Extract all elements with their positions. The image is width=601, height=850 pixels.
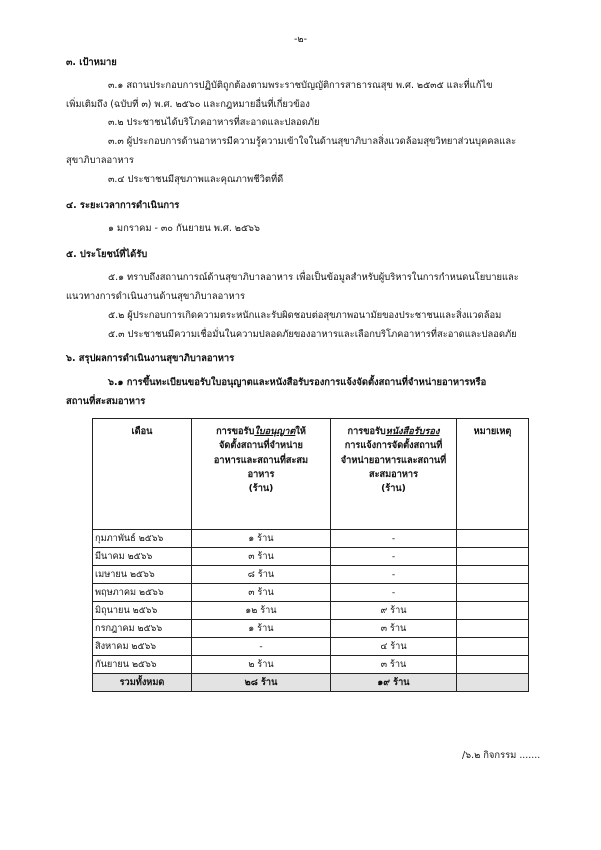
- header-month: เดือน: [93, 419, 192, 530]
- cell-license: ๑ ร้าน: [192, 620, 331, 638]
- cell-remark: [457, 566, 529, 584]
- cell-certificate: -: [331, 566, 457, 584]
- section-5-item-3: ๕.๓ ประชาชนมีความเชื่อมั่นในความปลอดภัยของอาหารและเลือกบริโภคอาหารที่สะอาดและปลอดภัย: [108, 329, 517, 340]
- total-remark: [457, 674, 529, 692]
- total-certificate: ๑๙ ร้าน: [331, 674, 457, 692]
- cell-certificate: -: [331, 584, 457, 602]
- cell-license: ๑๒ ร้าน: [192, 602, 331, 620]
- cell-certificate: -: [331, 548, 457, 566]
- table-total-row: [93, 674, 529, 692]
- section-3-item-4: ๓.๔ ประชาชนมีสุขภาพและคุณภาพชีวิตที่ดี: [108, 174, 284, 185]
- table-row: [93, 602, 529, 620]
- header-certificate: การขอรับหนังสือรับรอง การแจ้งการจัดตั้งสถานที่ จำหน่ายอาหารและสถานที่ สะสมอาหาร (ร้าน): [331, 419, 457, 530]
- section-3-item-2: ๓.๒ ประชาชนได้บริโภคอาหารที่สะอาดและปลอดภัย: [108, 117, 320, 128]
- section-5-item-2: ๕.๒ ผู้ประกอบการเกิดความตระหนักและรับผิดชอบต่อสุขภาพอนามัยของประชาชนและสิ่งแวดล้อม: [108, 310, 502, 321]
- table-row: [93, 584, 529, 602]
- cell-certificate: ๔ ร้าน: [331, 638, 457, 656]
- cell-license: -: [192, 638, 331, 656]
- cell-remark: [457, 548, 529, 566]
- section-3-heading: ๓. เป้าหมาย: [66, 57, 117, 68]
- section-5-item-1-line-2: แนวทางการดำเนินงานด้านสุขาภิบาลอาหาร: [66, 291, 246, 302]
- cell-license: ๓ ร้าน: [192, 548, 331, 566]
- cell-remark: [457, 602, 529, 620]
- cell-remark: [457, 584, 529, 602]
- section-5-heading: ๕. ประโยชน์ที่ได้รับ: [66, 249, 148, 260]
- cell-month: พฤษภาคม ๒๕๖๖: [93, 584, 192, 602]
- cell-month: มิถุนายน ๒๕๖๖: [93, 602, 192, 620]
- cell-month: กรกฎาคม ๒๕๖๖: [93, 620, 192, 638]
- table-row: [93, 656, 529, 674]
- section-6-1-title-line-2: สถานที่สะสมอาหาร: [66, 396, 146, 407]
- cell-certificate: ๓ ร้าน: [331, 620, 457, 638]
- cell-remark: [457, 620, 529, 638]
- table-row: [93, 620, 529, 638]
- section-3-item-1-line-1: ๓.๑ สถานประกอบการปฏิบัติถูกต้องตามพระราชบัญญัติการสาธารณสุข พ.ศ. ๒๕๓๕ และที่แก้ไข: [108, 80, 493, 91]
- table-row: [93, 566, 529, 584]
- section-3-item-1-line-2: เพิ่มเติมถึง (ฉบับที่ ๓) พ.ศ. ๒๕๖๐ และกฎหมายอื่นที่เกี่ยวข้อง: [66, 99, 310, 110]
- section-3-item-3-line-2: สุขาภิบาลอาหาร: [66, 155, 134, 166]
- header-remark: หมายเหตุ: [457, 419, 529, 530]
- section-3-item-3-line-1: ๓.๓ ผู้ประกอบการด้านอาหารมีความรู้ความเข้าใจในด้านสุขาภิบาลสิ่งแวดล้อมสุขวิทยาส่วนบุคคลและ: [108, 136, 517, 147]
- table-row: [93, 638, 529, 656]
- total-license: ๒๘ ร้าน: [192, 674, 331, 692]
- cell-month: กันยายน ๒๕๖๖: [93, 656, 192, 674]
- cell-remark: [457, 656, 529, 674]
- total-label: รวมทั้งหมด: [93, 674, 192, 692]
- page-number: -๒-: [294, 34, 307, 45]
- cell-certificate: -: [331, 530, 457, 548]
- cell-license: ๑ ร้าน: [192, 530, 331, 548]
- section-6-1-title-line-1: ๖.๑ การขึ้นทะเบียนขอรับใบอนุญาตและหนังสือรับรองการแจ้งจัดตั้งสถานที่จำหน่ายอาหารหรือ: [108, 377, 487, 388]
- cell-license: ๒ ร้าน: [192, 656, 331, 674]
- cell-month: สิงหาคม ๒๕๖๖: [93, 638, 192, 656]
- section-4-period: ๑ มกราคม - ๓๐ กันยายน พ.ศ. ๒๕๖๖: [108, 223, 260, 234]
- registration-table: [92, 418, 529, 692]
- section-6-heading: ๖. สรุปผลการดำเนินงานสุขาภิบาลอาหาร: [66, 353, 235, 364]
- section-5-item-1-line-1: ๕.๑ ทราบถึงสถานการณ์ด้านสุขาภิบาลอาหาร เพื่อเป็นข้อมูลสำหรับผู้บริหารในการกำหนดนโยบายและ: [108, 272, 519, 283]
- cell-remark: [457, 638, 529, 656]
- table-row: [93, 548, 529, 566]
- cell-remark: [457, 530, 529, 548]
- cell-month: เมษายน ๒๕๖๖: [93, 566, 192, 584]
- section-4-heading: ๔. ระยะเวลาการดำเนินการ: [66, 200, 180, 211]
- cell-license: ๓ ร้าน: [192, 584, 331, 602]
- cell-license: ๘ ร้าน: [192, 566, 331, 584]
- cell-month: มีนาคม ๒๕๖๖: [93, 548, 192, 566]
- table-row: [93, 530, 529, 548]
- cell-certificate: ๓ ร้าน: [331, 656, 457, 674]
- cell-month: กุมภาพันธ์ ๒๕๖๖: [93, 530, 192, 548]
- next-page-continuation: /๖.๒ กิจกรรม .......: [462, 750, 541, 761]
- cell-certificate: ๙ ร้าน: [331, 602, 457, 620]
- header-license: การขอรับใบอนุญาตให้ จัดตั้งสถานที่จำหน่าย อาหารและสถานที่สะสม อาหาร (ร้าน): [192, 419, 331, 530]
